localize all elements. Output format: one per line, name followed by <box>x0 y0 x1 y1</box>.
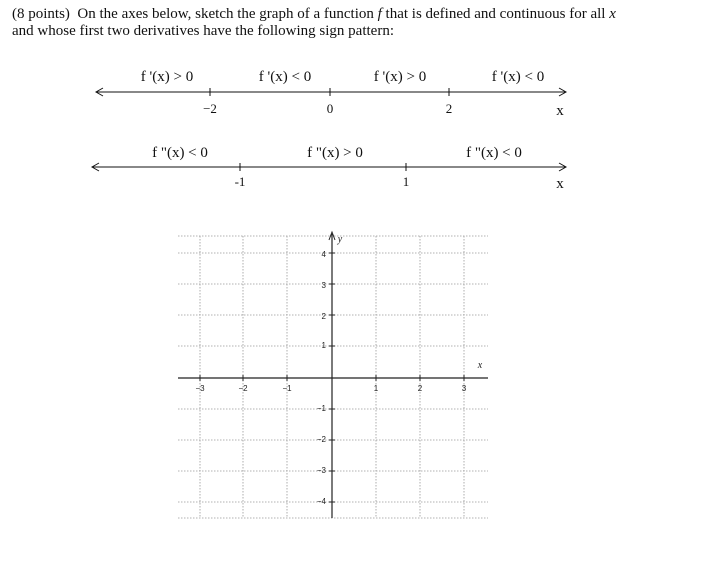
sd-axis-label: x <box>556 176 564 192</box>
fd-tick-label-2: 0 <box>326 101 334 116</box>
problem-points: (8 points) <box>12 6 70 22</box>
problem-var: x <box>609 6 616 22</box>
grid-x-tick-label-neg1: −1 <box>282 384 292 393</box>
problem-text-b: that is defined and continuous for all <box>385 6 606 22</box>
fd-interval-3: f '(x) > 0 <box>373 69 427 85</box>
fd-tick-label-1: −2 <box>203 101 217 116</box>
grid-y-tick-label-3: 3 <box>321 281 326 290</box>
second-derivative-line <box>92 145 566 192</box>
grid-x-tick-label-neg3: −3 <box>195 384 205 393</box>
problem-line-2: and whose first two derivatives have the following sign pattern: <box>12 23 394 39</box>
sd-interval-1: f "(x) < 0 <box>152 145 208 161</box>
fd-interval-4: f '(x) < 0 <box>491 69 545 85</box>
sd-interval-3: f "(x) < 0 <box>466 145 522 161</box>
grid-y-tick-label-neg1: −1 <box>316 404 326 413</box>
sd-tick-label-2: 1 <box>402 174 410 189</box>
fd-interval-2: f '(x) < 0 <box>258 69 312 85</box>
grid-y-tick-label-4: 4 <box>321 250 326 259</box>
grid-y-tick-label-1: 1 <box>321 341 326 350</box>
grid-x-tick-label-2: 2 <box>417 384 423 393</box>
graph-grid <box>178 232 488 518</box>
first-derivative-line <box>96 69 566 119</box>
sd-interval-2: f "(x) > 0 <box>307 145 363 161</box>
problem-text-a: On the axes below, sketch the graph of a function <box>77 6 374 22</box>
grid-y-tick-label-neg3: −3 <box>316 466 326 475</box>
grid-x-tick-label-3: 3 <box>461 384 467 393</box>
grid-y-tick-label-2: 2 <box>321 312 326 321</box>
grid-lines <box>178 236 488 518</box>
grid-y-tick-label-neg4: −4 <box>316 497 326 506</box>
sd-tick-label-1: -1 <box>234 174 246 189</box>
grid-y-tick-label-neg2: −2 <box>316 435 326 444</box>
fd-interval-1: f '(x) > 0 <box>140 69 194 85</box>
grid-x-tick-label-neg2: −2 <box>238 384 248 393</box>
grid-x-tick-label-1: 1 <box>373 384 379 393</box>
grid-y-axis-label: y <box>337 234 343 245</box>
fd-axis-label: x <box>556 103 564 119</box>
problem-func: f <box>377 6 382 22</box>
grid-x-axis-label: x <box>477 360 483 371</box>
fd-tick-label-3: 2 <box>445 101 453 116</box>
